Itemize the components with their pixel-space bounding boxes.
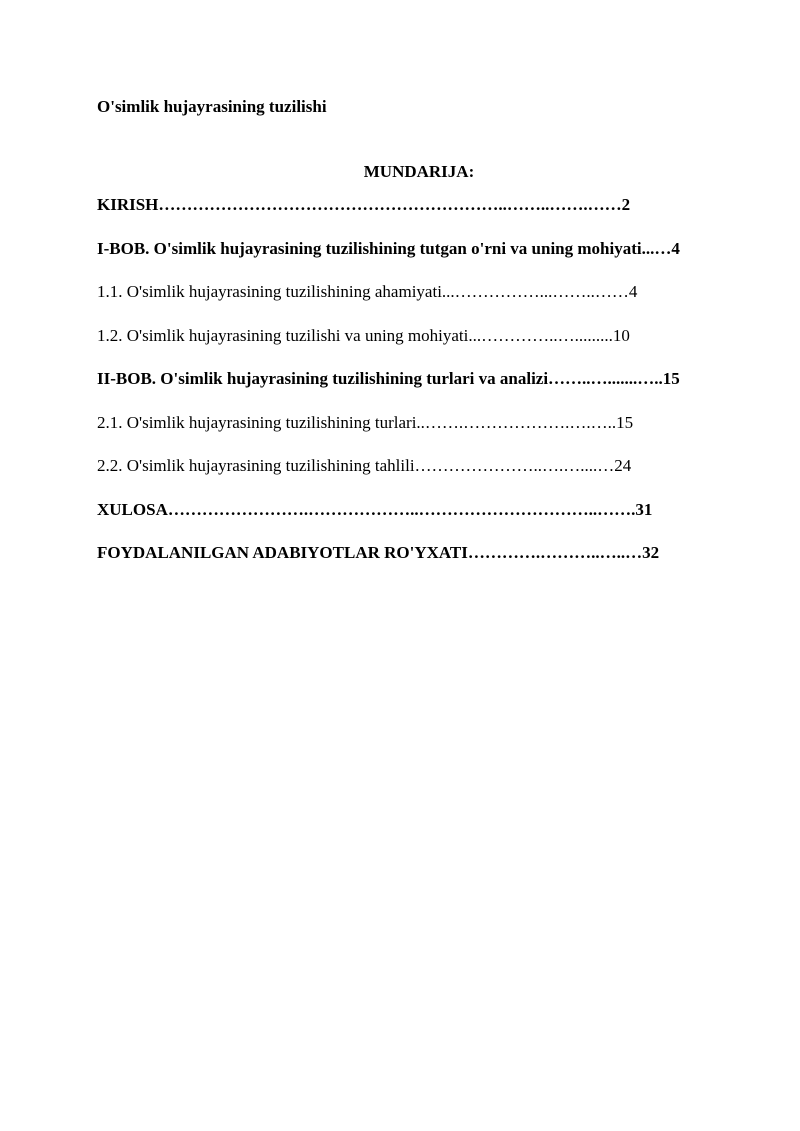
toc-entry-section-1-2: 1.2. O'simlik hujayrasining tuzilishi va uning mohiyati...…………..….........10 xyxy=(97,325,630,345)
toc-entry-section-1-1: 1.1. O'simlik hujayrasining tuzilishining ahamiyati...……………...……..……4 xyxy=(97,282,638,301)
table-of-contents xyxy=(97,194,757,586)
document-title: O'simlik hujayrasining tuzilishi xyxy=(97,97,327,116)
toc-entry-section-2-2: 2.2. O'simlik hujayrasining tuzilishining tahlili…………………..….…....…24 xyxy=(97,456,632,475)
toc-entry-section-2-1: 2.1. O'simlik hujayrasining tuzilishining turlari..…….……………….….…..15 xyxy=(97,412,634,432)
toc-entry-adabiyotlar: FOYDALANILGAN ADABIYOTLAR RO'YXATI………….………..…..…32 xyxy=(97,543,660,562)
toc-entry-chapter-2: II-BOB. O'simlik hujayrasining tuzilishining turlari va analizi……..….......…..15 xyxy=(97,369,680,388)
toc-entry-xulosa: XULOSA…………………….………………..…………………………..…….31 xyxy=(97,499,653,519)
toc-entry-kirish: KIRISH……………………………………………………..……..…….……2 xyxy=(97,195,631,214)
toc-entry-chapter-1: I-BOB. O'simlik hujayrasining tuzilishining tutgan o'rni va uning mohiyati...…4 xyxy=(97,238,680,258)
toc-heading: MUNDARIJA: xyxy=(363,162,475,181)
